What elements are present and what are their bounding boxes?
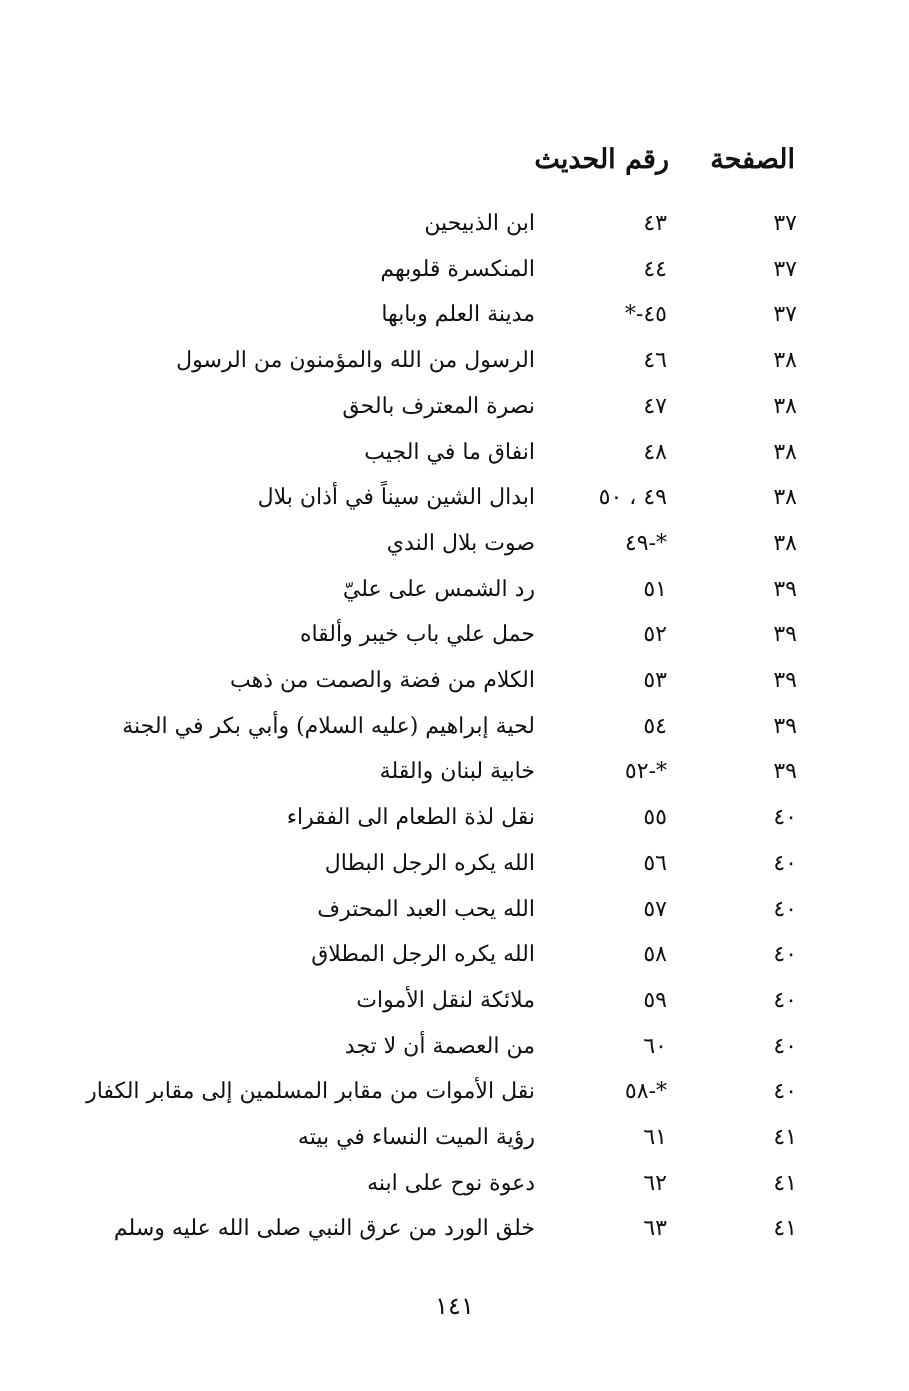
row-page-number: ٣٧ bbox=[773, 211, 797, 236]
row-hadith-number: ٦١ bbox=[643, 1125, 667, 1150]
row-title: ابن الذبيحين bbox=[424, 211, 535, 236]
row-hadith-number: ٥٦ bbox=[643, 850, 667, 876]
row-page-number: ٤١ bbox=[773, 1125, 797, 1150]
row-page-number: ٣٩ bbox=[773, 713, 797, 739]
row-title: لحية إبراهيم (عليه السلام) وأبي بكر في الجنة bbox=[122, 713, 535, 739]
row-page-number: ٣٨ bbox=[773, 439, 797, 465]
row-title: نصرة المعترف بالحق bbox=[342, 393, 535, 419]
row-title: ملائكة لنقل الأموات bbox=[356, 987, 535, 1013]
table-row bbox=[0, 1116, 909, 1160]
row-hadith-number: ٥١ bbox=[643, 576, 667, 602]
row-hadith-number: ٥٤ bbox=[643, 713, 667, 739]
row-title: صوت بلال الندي bbox=[386, 530, 535, 556]
header-page-column: الصفحة bbox=[710, 144, 795, 175]
row-title: نقل لذة الطعام الى الفقراء bbox=[286, 805, 535, 831]
row-hadith-number: *-٤٩ bbox=[624, 530, 667, 556]
row-page-number: ٣٨ bbox=[773, 348, 797, 374]
row-title: مدينة العلم وبابها bbox=[381, 302, 535, 328]
row-page-number: ٣٨ bbox=[773, 530, 797, 556]
row-page-number: ٤٠ bbox=[773, 942, 797, 968]
row-page-number: ٤١ bbox=[773, 1170, 797, 1196]
row-hadith-number: ٥٥ bbox=[643, 805, 667, 831]
row-hadith-number: ٤٤ bbox=[643, 256, 667, 282]
row-title: خابية لبنان والقلة bbox=[379, 759, 535, 785]
row-title: دعوة نوح على ابنه bbox=[367, 1170, 535, 1196]
table-row bbox=[0, 385, 909, 429]
row-title: انفاق ما في الجيب bbox=[364, 439, 535, 465]
row-page-number: ٣٩ bbox=[773, 576, 797, 602]
row-page-number: ٤٠ bbox=[773, 1033, 797, 1059]
page-number: ١٤١ bbox=[435, 1292, 474, 1320]
row-title: الكلام من فضة والصمت من ذهب bbox=[230, 668, 535, 693]
table-row bbox=[0, 293, 909, 337]
table-row bbox=[0, 796, 909, 840]
row-page-number: ٣٧ bbox=[773, 302, 797, 328]
row-page-number: ٣٨ bbox=[773, 485, 797, 511]
table-row bbox=[0, 933, 909, 977]
row-title: الله يحب العبد المحترف bbox=[317, 896, 535, 922]
row-hadith-number: ٤٩ ، ٥٠ bbox=[598, 485, 667, 511]
row-page-number: ٣٨ bbox=[773, 393, 797, 419]
table-row bbox=[0, 979, 909, 1023]
table-row bbox=[0, 248, 909, 292]
row-page-number: ٣٩ bbox=[773, 622, 797, 648]
header-hadith-number-column: رقم الحديث bbox=[534, 144, 669, 175]
row-title: رد الشمس على عليّ bbox=[342, 576, 535, 602]
table-row bbox=[0, 476, 909, 520]
row-title: من العصمة أن لا تجد bbox=[344, 1033, 535, 1059]
table-row bbox=[0, 1025, 909, 1069]
table-row bbox=[0, 659, 909, 703]
row-title: الرسول من الله والمؤمنون من الرسول bbox=[176, 348, 535, 374]
row-hadith-number: ٤٦ bbox=[643, 348, 667, 374]
row-title: نقل الأموات من مقابر المسلمين إلى مقابر الكفار bbox=[86, 1079, 535, 1105]
row-title: حمل علي باب خيبر وألقاه bbox=[299, 622, 535, 648]
row-page-number: ٤٠ bbox=[773, 1079, 797, 1105]
table-row bbox=[0, 842, 909, 886]
row-hadith-number: ٤٣ bbox=[643, 211, 667, 236]
row-page-number: ٣٩ bbox=[773, 759, 797, 785]
row-page-number: ٤٠ bbox=[773, 850, 797, 876]
row-page-number: ٣٧ bbox=[773, 256, 797, 282]
row-hadith-number: ٦٠ bbox=[643, 1033, 667, 1059]
table-row bbox=[0, 431, 909, 475]
row-title: ابدال الشين سيناً في أذان بلال bbox=[257, 485, 535, 511]
table-row bbox=[0, 522, 909, 566]
row-hadith-number: ٤٧ bbox=[643, 393, 667, 419]
row-hadith-number: ٤٥-* bbox=[624, 302, 667, 328]
row-hadith-number: *-٥٨ bbox=[624, 1079, 667, 1105]
row-hadith-number: ٦٣ bbox=[643, 1216, 667, 1242]
table-row bbox=[0, 568, 909, 612]
row-hadith-number: ٥٩ bbox=[643, 987, 667, 1013]
table-row bbox=[0, 1207, 909, 1251]
table-row bbox=[0, 888, 909, 932]
row-title: خلق الورد من عرق النبي صلى الله عليه وسلم bbox=[113, 1216, 535, 1242]
row-hadith-number: ٥٣ bbox=[643, 668, 667, 693]
table-row bbox=[0, 1162, 909, 1206]
table-row bbox=[0, 613, 909, 657]
row-page-number: ٤٠ bbox=[773, 896, 797, 922]
row-hadith-number: ٥٨ bbox=[643, 942, 667, 968]
table-row bbox=[0, 750, 909, 794]
row-hadith-number: ٥٢ bbox=[643, 622, 667, 648]
row-title: المنكسرة قلوبهم bbox=[380, 256, 535, 282]
row-page-number: ٤٠ bbox=[773, 987, 797, 1013]
row-title: الله يكره الرجل المطلاق bbox=[311, 942, 535, 968]
table-row bbox=[0, 202, 909, 246]
row-hadith-number: ٦٢ bbox=[643, 1170, 667, 1196]
row-hadith-number: ٥٧ bbox=[643, 896, 667, 922]
table-row bbox=[0, 705, 909, 749]
row-hadith-number: ٤٨ bbox=[643, 439, 667, 465]
row-title: الله يكره الرجل البطال bbox=[324, 850, 535, 876]
row-title: رؤية الميت النساء في بيته bbox=[297, 1125, 535, 1150]
row-page-number: ٤٠ bbox=[773, 805, 797, 831]
row-page-number: ٣٩ bbox=[773, 668, 797, 693]
row-hadith-number: *-٥٢ bbox=[624, 759, 667, 785]
row-page-number: ٤١ bbox=[773, 1216, 797, 1242]
table-row bbox=[0, 339, 909, 383]
table-row bbox=[0, 1070, 909, 1114]
